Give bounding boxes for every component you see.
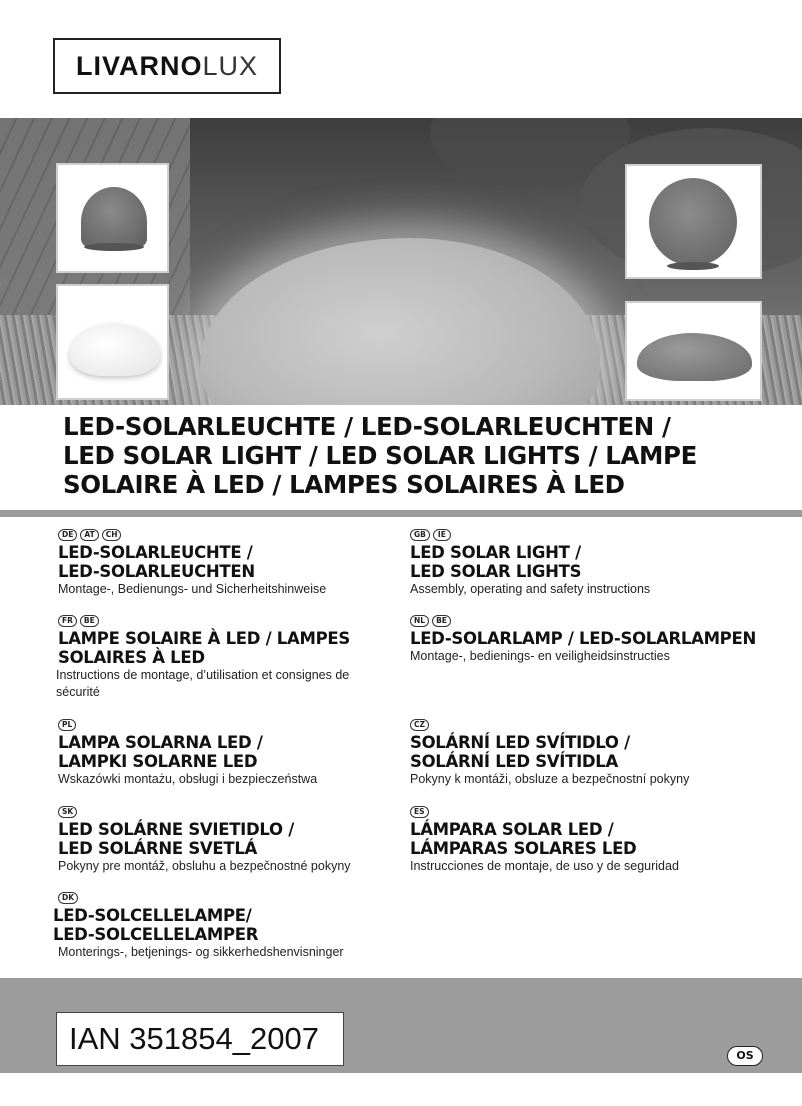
- section-description: Pokyny pre montáž, obsluhu a bezpečnostné pokyny: [58, 859, 351, 873]
- flag-badge: NL: [410, 615, 429, 627]
- section-description: Instrucciones de montaje, de uso y de seguridad: [410, 859, 679, 873]
- section-title: LED SOLAR LIGHT / LED SOLAR LIGHTS: [410, 543, 582, 581]
- os-flag-badge: OS: [727, 1046, 763, 1066]
- thumb-stone-light: [56, 284, 169, 400]
- section-title: LED-SOLCELLELAMPE/ LED-SOLCELLELAMPER: [53, 906, 259, 944]
- country-flags: [58, 806, 393, 818]
- flag-badge: SK: [58, 806, 77, 818]
- country-flags: [410, 529, 780, 541]
- section-title: LAMPE SOLAIRE À LED / LAMPES SOLAIRES À LED: [58, 629, 350, 667]
- section-fr: [53, 615, 388, 701]
- section-nl: [410, 615, 785, 665]
- hero-photo: [0, 118, 802, 405]
- section-title: LED-SOLARLAMP / LED-SOLARLAMPEN: [410, 629, 756, 648]
- section-es: [410, 806, 780, 875]
- brand-logo-light: LUX: [202, 50, 259, 81]
- section-description: Instructions de montage, d’utilisation et consignes de sécurité: [56, 668, 350, 699]
- section-description: Montage-, Bedienungs- und Sicherheitshinweise: [58, 582, 327, 596]
- section-description: Pokyny k montáži, obsluze a bezpečnostní pokyny: [410, 772, 690, 786]
- section-sk: [58, 806, 393, 875]
- flag-badge: DE: [58, 529, 77, 541]
- country-flags: [410, 615, 785, 627]
- section-description: Wskazówki montażu, obsługi i bezpieczeństwa: [58, 772, 318, 786]
- section-title: SOLÁRNÍ LED SVÍTIDLO / SOLÁRNÍ LED SVÍTIDLA: [410, 733, 630, 771]
- section-gb: [410, 529, 780, 598]
- section-title: LAMPA SOLARNA LED / LAMPKI SOLARNE LED: [58, 733, 263, 771]
- country-flags: [58, 719, 388, 731]
- ian-number: IAN 351854_2007: [56, 1012, 344, 1066]
- flag-badge: CZ: [410, 719, 429, 731]
- section-dk: [53, 892, 393, 961]
- section-title: LED SOLÁRNE SVIETIDLO / LED SOLÁRNE SVETLÁ: [58, 820, 294, 858]
- flag-badge: DK: [58, 892, 78, 904]
- country-flags: [410, 806, 780, 818]
- large-stone-lamp-image: [200, 238, 600, 405]
- section-description: Assembly, operating and safety instructions: [410, 582, 651, 596]
- section-title: LÁMPARA SOLAR LED / LÁMPARAS SOLARES LED: [410, 820, 637, 858]
- section-cz: [410, 719, 780, 788]
- section-de: [58, 529, 388, 598]
- flag-badge: IE: [433, 529, 451, 541]
- flag-badge: CH: [102, 529, 122, 541]
- section-description: Montage-, bedienings- en veiligheidsinstructies: [410, 649, 670, 663]
- divider-bar: [0, 510, 802, 517]
- brand-logo: [53, 38, 281, 94]
- country-flags: [58, 615, 388, 627]
- main-title: LED-SOLARLEUCHTE / LED-SOLARLEUCHTEN / LED SOLAR LIGHT / LED SOLAR LIGHTS / LAMPE SOLAIRE À LED / LAMPES SOLAIRES À LED: [63, 412, 697, 499]
- thumb-half-sphere-dark: [56, 163, 169, 273]
- country-flags: [58, 529, 388, 541]
- flag-badge: BE: [80, 615, 99, 627]
- brand-logo-bold: LIVARNO: [75, 50, 203, 81]
- bottom-margin: [0, 1073, 802, 1106]
- flag-badge: AT: [80, 529, 98, 541]
- flag-badge: GB: [410, 529, 430, 541]
- country-flags: [58, 892, 393, 904]
- country-flags: [410, 719, 780, 731]
- thumb-stone-dark: [625, 301, 762, 401]
- section-pl: [58, 719, 388, 788]
- flag-badge: BE: [432, 615, 451, 627]
- flag-badge: ES: [410, 806, 429, 818]
- section-description: Monterings-, betjenings- og sikkerhedshenvisninger: [58, 945, 344, 959]
- thumb-sphere-dark: [625, 164, 762, 279]
- section-title: LED-SOLARLEUCHTE / LED-SOLARLEUCHTEN: [58, 543, 255, 581]
- flag-badge: FR: [58, 615, 77, 627]
- flag-badge: PL: [58, 719, 76, 731]
